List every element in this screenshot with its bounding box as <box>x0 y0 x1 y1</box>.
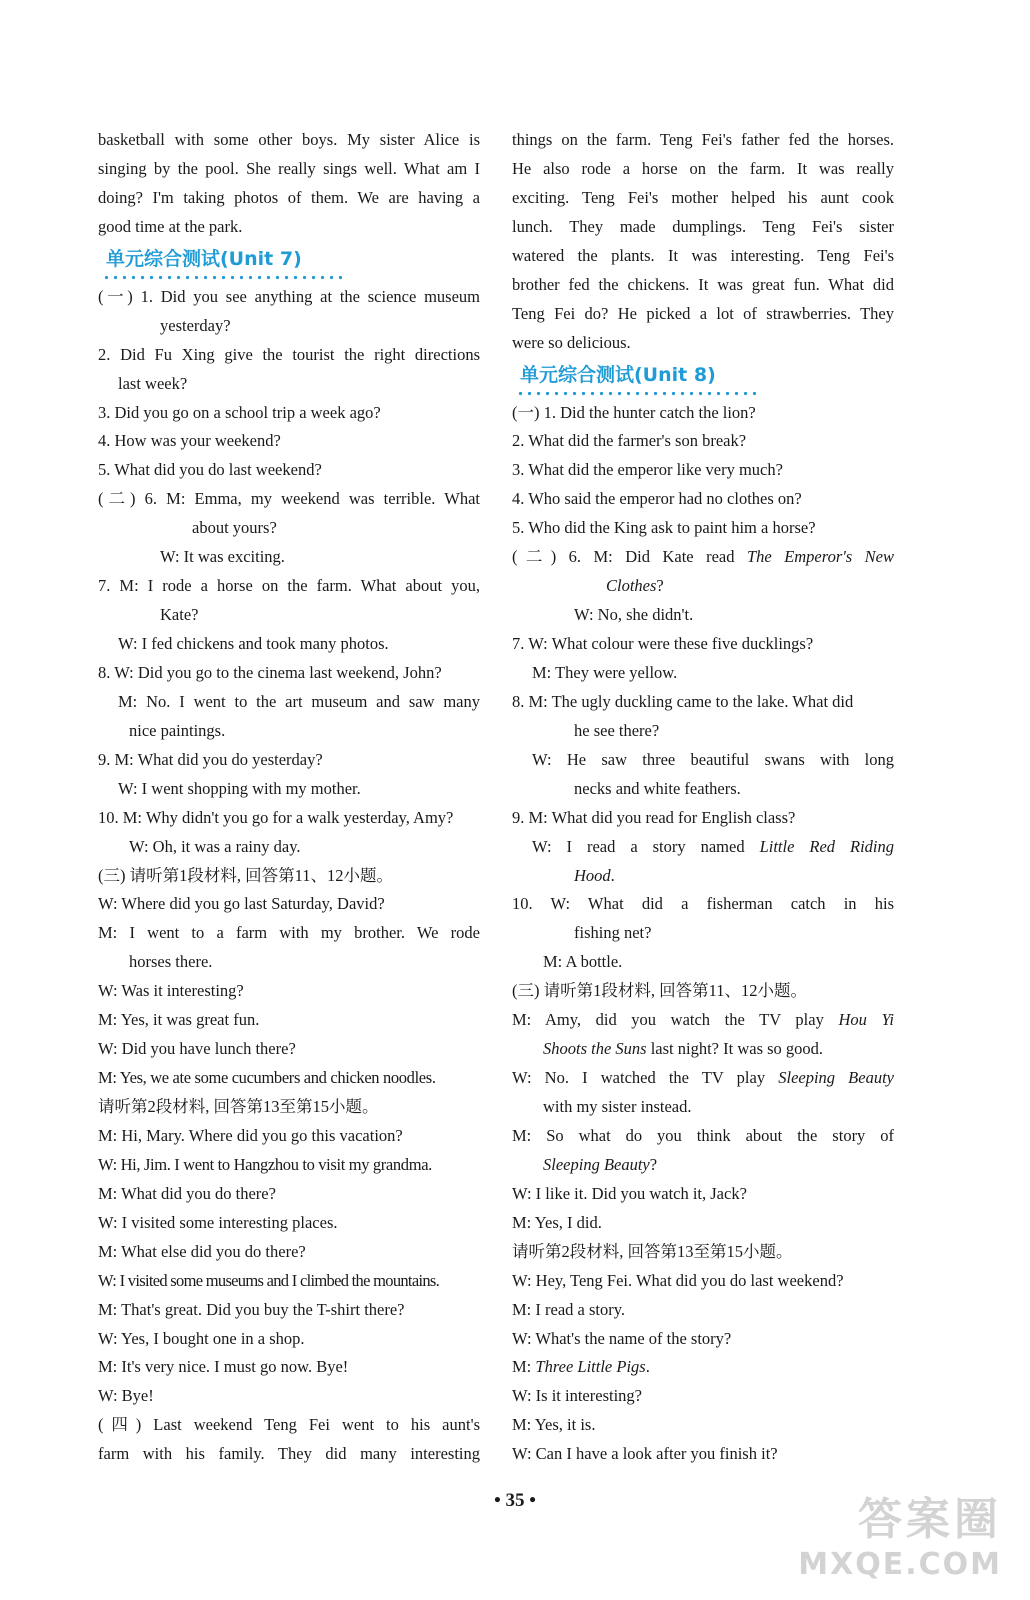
text-line: singing by the pool. She really sings well. What am I <box>98 158 480 178</box>
dialogue-line: 请听第2段材料, 回答第13至第15小题。 <box>98 1097 379 1116</box>
tv-title: Sleeping Beauty <box>778 1068 894 1088</box>
dialogue-line <box>512 1035 894 1064</box>
line-part: . <box>645 1357 650 1377</box>
watermark-url: MXQE.COM <box>798 1547 1002 1582</box>
dialogue-line: necks and white feathers. <box>574 778 741 798</box>
dialogue-line: fishing net? <box>574 923 652 943</box>
passage-line: exciting. Teng Fei's mother helped his aunt cook <box>512 187 894 207</box>
text-line: good time at the park. <box>98 216 243 236</box>
dialogue-line: horses there. <box>129 952 213 972</box>
dialogue-line: W: It was exciting. <box>160 547 285 567</box>
text-line: basketball with some other boys. My sister Alice is <box>98 130 480 149</box>
question-line: yesterday? <box>160 315 231 335</box>
book-title: Sleeping Beauty <box>543 1154 650 1174</box>
dialogue-line: W: I visited some interesting places. <box>98 1212 338 1232</box>
left-column <box>98 126 480 1469</box>
dialogue-line: W: Hey, Teng Fei. What did you do last weekend? <box>512 1270 844 1290</box>
section-heading-unit8 <box>512 360 894 396</box>
dialogue-line: W: Yes, I bought one in a shop. <box>98 1328 305 1348</box>
dialogue-line <box>512 833 894 862</box>
line-part: last night? It was so good. <box>646 1039 824 1059</box>
passage-line: brother fed the chickens. It was great fun. What did <box>512 274 894 294</box>
dialogue-line: W: Is it interesting? <box>512 1386 642 1406</box>
dialogue-line: M: Yes, it was great fun. <box>98 1010 260 1030</box>
dialogue-line: 7. W: What colour were these five ducklings? <box>512 634 814 653</box>
question-line: 4. How was your weekend? <box>98 431 281 451</box>
dialogue-line: (三) 请听第1段材料, 回答第11、12小题。 <box>98 865 394 885</box>
question-line: (一) 1. Did the hunter catch the lion? <box>512 402 756 422</box>
heading-text: 单元综合测试(Unit 8) <box>520 363 716 386</box>
dialogue-line: 10. W: What did a fisherman catch in his <box>512 894 894 914</box>
dialogue-line: W: Oh, it was a rainy day. <box>129 836 301 856</box>
dialogue-line: M: Yes, we ate some cucumbers and chicken noodles. <box>98 1068 436 1088</box>
question-line: last week? <box>118 373 188 393</box>
dialogue-line: M: A bottle. <box>543 952 623 972</box>
dialogue-line: 9. M: What did you do yesterday? <box>98 749 323 769</box>
book-title: Three Little Pigs <box>535 1357 646 1377</box>
dialogue-line: W: I fed chickens and took many photos. <box>118 634 389 653</box>
dialogue-line: M: I read a story. <box>512 1299 626 1319</box>
dialogue-line: W: Bye! <box>98 1386 154 1406</box>
dialogue-line: nice paintings. <box>129 720 226 740</box>
question-line: 2. Did Fu Xing give the tourist the right directions <box>98 344 480 364</box>
dialogue-line <box>512 1006 894 1035</box>
passage-line: lunch. They made dumplings. Teng Fei's sister <box>512 216 894 236</box>
dialogue-line: (三) 请听第1段材料, 回答第11、12小题。 <box>512 981 808 1001</box>
dialogue-line: 请听第2段材料, 回答第13至第15小题。 <box>512 1241 793 1261</box>
dialogue-line: 9. M: What did you read for English class? <box>512 807 796 827</box>
heading-text: 单元综合测试(Unit 7) <box>106 247 302 270</box>
dialogue-line: M: Hi, Mary. Where did you go this vacation? <box>98 1125 403 1145</box>
dotted-underline <box>516 391 756 396</box>
dialogue-line: 8. M: The ugly duckling came to the lake. What did <box>512 691 854 711</box>
dialogue-line: W: I like it. Did you watch it, Jack? <box>512 1183 747 1203</box>
dialogue-line: M: They were yellow. <box>532 662 678 682</box>
passage-line: things on the farm. Teng Fei's father fed the horses. <box>512 130 894 149</box>
line-part: ? <box>649 1154 658 1174</box>
dialogue-line: M: Yes, I did. <box>512 1212 602 1232</box>
line-part: M: Amy, did you watch the TV play <box>512 1010 824 1030</box>
dialogue-line: M: It's very nice. I must go now. Bye! <box>98 1357 349 1377</box>
dialogue-line <box>512 1353 894 1382</box>
line-part: W: No. I watched the TV play <box>512 1068 766 1088</box>
dialogue-line: with my sister instead. <box>543 1097 692 1116</box>
line-part: W: I read a story named <box>532 836 745 856</box>
dialogue-line: 10. M: Why didn't you go for a walk yesterday, Amy? <box>98 807 454 827</box>
line-part: (二) 6. M: Did Kate read <box>512 547 735 567</box>
dialogue-line: W: I went shopping with my mother. <box>118 778 361 798</box>
dialogue-line <box>512 1064 894 1093</box>
dialogue-line: about yours? <box>192 518 277 538</box>
question-line: 3. Did you go on a school trip a week ago? <box>98 402 381 422</box>
watermark-logo <box>798 1483 1002 1582</box>
line-part: . <box>610 865 615 885</box>
question-line: 5. What did you do last weekend? <box>98 460 322 480</box>
page-number: • 35 • <box>494 1490 536 1511</box>
dialogue-line: M: Yes, it is. <box>512 1415 596 1435</box>
passage-line: farm with his family. They did many interesting <box>98 1444 480 1464</box>
passage-line: watered the plants. It was interesting. Teng Fei's <box>512 245 894 265</box>
book-title: Little Red Riding <box>759 836 894 856</box>
dialogue-line <box>512 543 894 572</box>
line-part: ? <box>656 576 664 596</box>
dialogue-line: W: Where did you go last Saturday, David? <box>98 894 385 914</box>
right-column <box>512 126 894 1469</box>
dialogue-line: 7. M: I rode a horse on the farm. What about you, <box>98 576 480 596</box>
section-heading-unit7 <box>98 244 480 280</box>
dialogue-line: W: Hi, Jim. I went to Hangzhou to visit my grandma. <box>98 1154 432 1174</box>
dialogue-line: Kate? <box>160 605 199 625</box>
dialogue-line: (二) 6. M: Emma, my weekend was terrible. What <box>98 489 480 509</box>
dialogue-line: W: Can I have a look after you finish it? <box>512 1444 778 1464</box>
dialogue-line: W: No, she didn't. <box>574 605 694 625</box>
question-line: 3. What did the emperor like very much? <box>512 460 783 480</box>
dialogue-line: W: Did you have lunch there? <box>98 1039 296 1059</box>
book-title: Clothes <box>606 576 657 596</box>
text-line: doing? I'm taking photos of them. We are having a <box>98 187 480 207</box>
dialogue-line <box>512 572 894 601</box>
book-title: Hood <box>574 865 611 885</box>
passage-line: Teng Fei do? He picked a lot of strawberries. They <box>512 303 894 323</box>
dialogue-line: M: I went to a farm with my brother. We rode <box>98 923 480 943</box>
question-line: (一) 1. Did you see anything at the science museum <box>98 286 480 306</box>
dialogue-line <box>512 862 894 891</box>
passage-line: were so delicious. <box>512 332 631 352</box>
dialogue-line: 8. W: Did you go to the cinema last weekend, John? <box>98 662 442 682</box>
passage-line: He also rode a horse on the farm. It was really <box>512 158 894 178</box>
dialogue-line: M: That's great. Did you buy the T-shirt there? <box>98 1299 405 1319</box>
line-part: M: <box>512 1357 536 1377</box>
dialogue-line: W: What's the name of the story? <box>512 1328 732 1348</box>
tv-title: Shoots the Suns <box>543 1039 647 1059</box>
dialogue-line: M: What else did you do there? <box>98 1241 306 1261</box>
dialogue-line: M: So what do you think about the story of <box>512 1125 894 1145</box>
dialogue-line: M: What did you do there? <box>98 1183 276 1203</box>
passage-line: (四) Last weekend Teng Fei went to his aunt's <box>98 1415 480 1435</box>
dotted-underline <box>102 275 342 280</box>
question-line: 5. Who did the King ask to paint him a horse? <box>512 518 816 538</box>
tv-title: Hou Yi <box>838 1010 894 1030</box>
dialogue-line: W: I visited some museums and I climbed the mountains. <box>98 1270 440 1290</box>
dialogue-line: W: Was it interesting? <box>98 981 244 1001</box>
dialogue-line <box>512 1151 894 1180</box>
dialogue-line: W: He saw three beautiful swans with long <box>532 749 894 769</box>
question-line: 2. What did the farmer's son break? <box>512 431 747 451</box>
dialogue-line: he see there? <box>574 720 660 740</box>
question-line: 4. Who said the emperor had no clothes on? <box>512 489 802 509</box>
watermark-text: 答案圈 <box>858 1494 1002 1545</box>
book-title: The Emperor's New <box>746 547 894 567</box>
dialogue-line: M: No. I went to the art museum and saw many <box>118 691 480 711</box>
